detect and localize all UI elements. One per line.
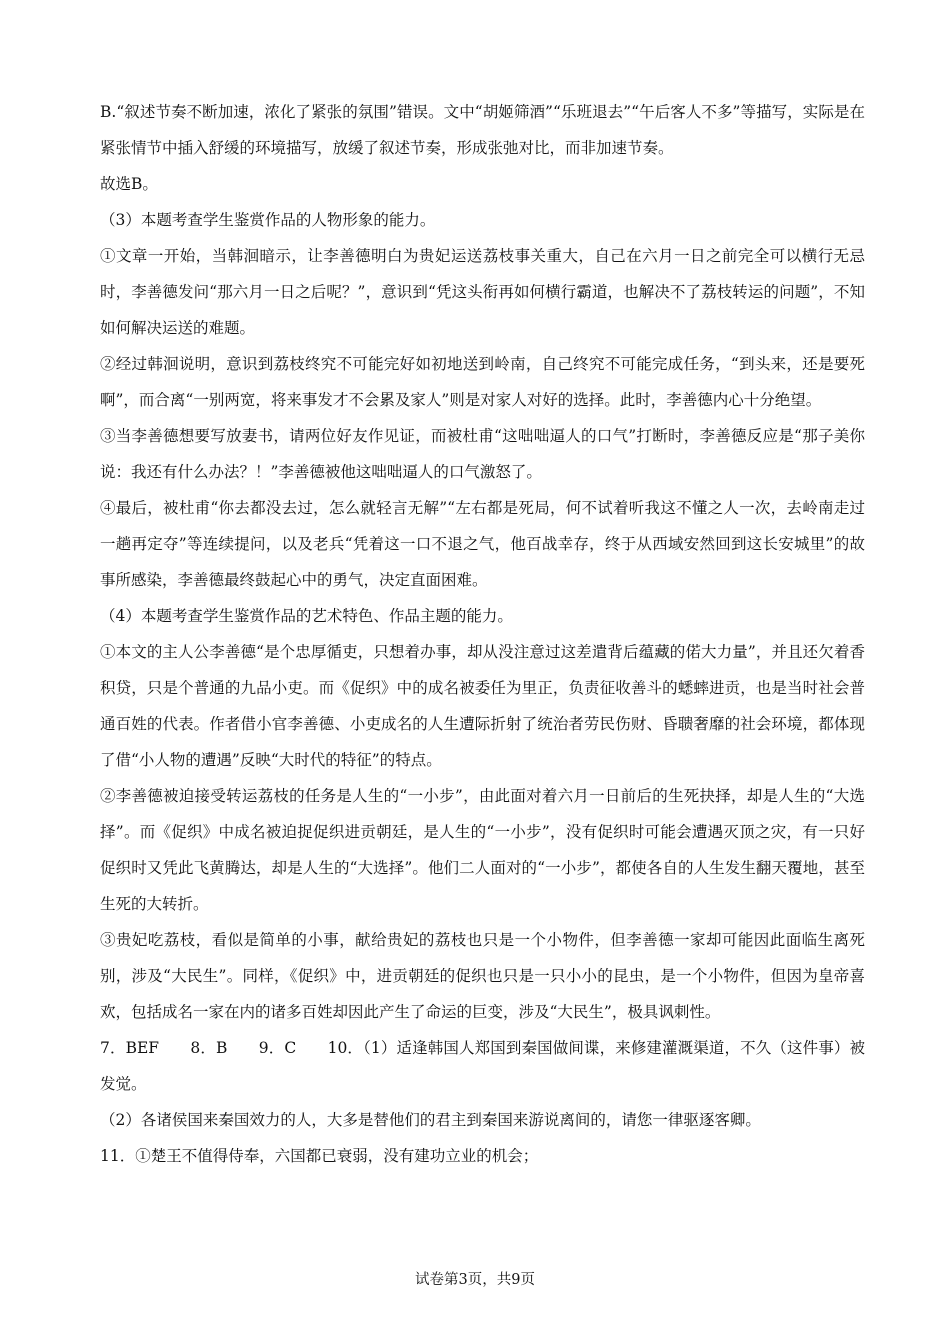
paragraph-answers-7-10: 7．BEF 8．B 9．C 10．（1）适逢韩国人郑国到秦国做间谍，来修建灌溉渠道，不久（这件事）被发觉。 bbox=[100, 1039, 865, 1093]
paragraph-q3-point-1: ①文章一开始，当韩洄暗示，让李善德明白为贵妃运送荔枝事关重大，自己在六月一日之前完全可以横行无忌时，李善德发问“那六月一日之后呢？”，意识到“凭这头衔再如何横行霸道，也解决不了荔枝转运的问题”，不知如何解决运送的难题。 bbox=[100, 247, 865, 337]
paragraph-q10-part-2: （2）各诸侯国来秦国效力的人，大多是替他们的君主到秦国来游说离间的，请您一律驱逐客卿。 bbox=[100, 1111, 761, 1129]
paragraph-option-b-analysis: B.“叙述节奏不断加速，浓化了紧张的氛围”错误。文中“胡姬筛酒”“乐班退去”“午后客人不多”等描写，实际是在紧张情节中插入舒缓的环境描写，放缓了叙述节奏，形成张弛对比，而非加速节奏。 bbox=[100, 103, 865, 157]
answer-content bbox=[100, 94, 865, 1174]
paragraph-answer-b: 故选B。 bbox=[100, 175, 158, 193]
paragraph-q4-point-3: ③贵妃吃荔枝，看似是简单的小事，献给贵妃的荔枝也只是一个小物件，但李善德一家却可能因此面临生离死别，涉及“大民生”。同样，《促织》中，进贡朝廷的促织也只是一只小小的昆虫，是一个小物件，但因为皇帝喜欢，包括成名一家在内的诸多百姓却因此产生了命运的巨变，涉及“大民生”，极具讽刺性。 bbox=[100, 931, 865, 1021]
paragraph-q3-point-4: ④最后，被杜甫“你去都没去过，怎么就轻言无解”“左右都是死局，何不试着听我这不懂之人一次，去岭南走过一趟再定夺”等连续提问，以及老兵“凭着这一口不退之气，他百战幸存，终于从西域安然回到这长安城里”的故事所感染，李善德最终鼓起心中的勇气，决定直面困难。 bbox=[100, 499, 865, 589]
paragraph-q4-intro: （4）本题考查学生鉴赏作品的艺术特色、作品主题的能力。 bbox=[100, 607, 513, 625]
paragraph-q4-point-2: ②李善德被迫接受转运荔枝的任务是人生的“一小步”，由此面对着六月一日前后的生死抉择，却是人生的“大选择”。而《促织》中成名被迫捉促织进贡朝廷，是人生的“一小步”，没有促织时可能会遭遇灭顶之灾，有一只好促织时又凭此飞黄腾达，却是人生的“大选择”。他们二人面对的“一小步”，都使各自的人生发生翻天覆地，甚至生死的大转折。 bbox=[100, 787, 865, 913]
paragraph-q11-point-1: 11．①楚王不值得侍奉，六国都已衰弱，没有建功立业的机会； bbox=[100, 1147, 539, 1165]
page-footer: 试卷第3页，共9页 bbox=[415, 1272, 535, 1288]
paragraph-q3-point-2: ②经过韩洄说明，意识到荔枝终究不可能完好如初地送到岭南，自己终究不可能完成任务，“到头来，还是要死啊”，而合离“一别两宽，将来事发才不会累及家人”则是对家人对好的选择。此时，李善德内心十分绝望。 bbox=[100, 355, 865, 409]
paragraph-q3-intro: （3）本题考查学生鉴赏作品的人物形象的能力。 bbox=[100, 211, 436, 229]
paragraph-q3-point-3: ③当李善德想要写放妻书，请两位好友作见证，而被杜甫“这咄咄逼人的口气”打断时，李善德反应是“那子美你说：我还有什么办法？！”李善德被他这咄咄逼人的口气激怒了。 bbox=[100, 427, 865, 481]
paragraph-q4-point-1: ①本文的主人公李善德“是个忠厚循吏，只想着办事，却从没注意过这差遣背后蕴藏的偌大力量”，并且还欠着香积贷，只是个普通的九品小吏。而《促织》中的成名被委任为里正，负责征收善斗的蟋蟀进贡，也是当时社会普通百姓的代表。作者借小官李善德、小吏成名的人生遭际折射了统治者劳民伤财、昏聩奢靡的社会环境，都体现了借“小人物的遭遇”反映“大时代的特征”的特点。 bbox=[100, 643, 865, 769]
